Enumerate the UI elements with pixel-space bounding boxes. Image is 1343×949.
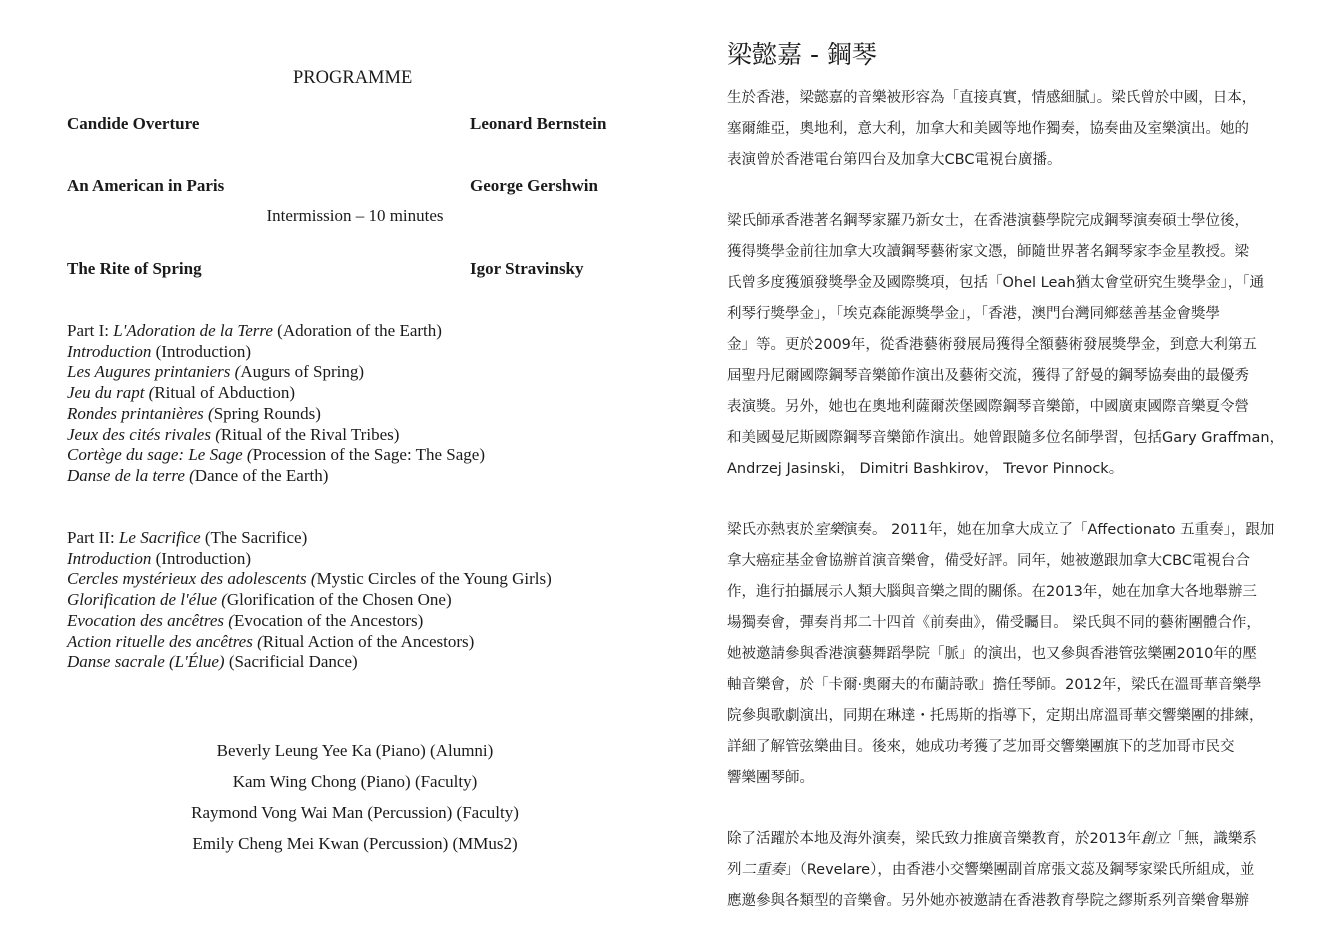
part2-movement-list: [67, 528, 552, 673]
work-composer: Leonard Bernstein: [470, 114, 607, 133]
part1-movement-list: [67, 321, 485, 487]
bio-line: 詳細了解管弦樂曲目。後來，她成功考獲了芝加哥交響樂團旗下的芝加哥市民交: [727, 739, 1235, 755]
movement-item: Action rituelle des ancêtres (Ritual Action of the Ancestors): [67, 631, 475, 651]
bio-line: 金」等。更於2009年，從香港藝術發展局獲得全額藝術發展獎學金，到意大利第五: [727, 337, 1257, 353]
performer-line: Beverly Leung Yee Ka (Piano) (Alumni): [216, 741, 494, 760]
bio-line: 梁氏師承香港著名鋼琴家羅乃新女士，在香港演藝學院完成鋼琴演奏碩士學位後，: [727, 213, 1249, 229]
part2-heading: Part II: Le Sacrifice (The Sacrifice): [67, 528, 308, 547]
bio-line: 生於香港，梁懿嘉的音樂被形容為「直接真實，情感細膩」。梁氏曾於中國，日本，: [727, 90, 1257, 106]
work-title: The Rite of Spring: [67, 259, 202, 278]
bio-line: 梁氏亦熱衷於室樂演奏。 2011年，她在加拿大成立了「Affectionato 五重奏」，跟加: [727, 522, 1275, 538]
bio-line: 應邀參與各類型的音樂會。另外她亦被邀請在香港教育學院之繆斯系列音樂會舉辦: [727, 893, 1249, 909]
movement-item: Glorification de l'élue (Glorification of the Chosen One): [67, 590, 452, 610]
biography-page: [690, 0, 1343, 949]
bio-line: 屆聖丹尼爾國際鋼琴音樂節作演出及藝術交流，獲得了舒曼的鋼琴協奏曲的最優秀: [727, 368, 1249, 384]
biography-heading: 梁懿嘉 - 鋼琴: [727, 40, 877, 69]
programme-title: PROGRAMME: [293, 68, 413, 88]
performer-line: Emily Cheng Mei Kwan (Percussion) (MMus2): [192, 834, 518, 853]
bio-paragraph-1: [727, 83, 1305, 176]
part1-heading: Part I: L'Adoration de la Terre (Adoration of the Earth): [67, 321, 442, 340]
movement-item: Evocation des ancêtres (Evocation of the Ancestors): [67, 610, 424, 630]
bio-line: 氏曾多度獲頒發獎學金及國際獎項，包括「Ohel Leah猶太會堂研究生獎學金」，「通: [727, 275, 1264, 291]
performer-line: Raymond Vong Wai Man (Percussion) (Faculty): [191, 803, 519, 822]
work-title: Candide Overture: [67, 114, 200, 133]
movement-item: Cortège du sage: Le Sage (Procession of the Sage: The Sage): [67, 445, 486, 465]
bio-paragraph-4: [727, 824, 1305, 917]
bio-line: 院參與歌劇演出，同期在琳達・托馬斯的指導下，定期出席溫哥華交響樂團的排練，: [727, 708, 1264, 724]
movement-item: Danse de la terre (Dance of the Earth): [67, 465, 329, 485]
bio-line: 拿大癌症基金會協辦首演音樂會，備受好評。同年，她被邀跟加拿大CBC電視台合: [727, 553, 1250, 569]
bio-line: 列二重奏」（Revelare），由香港小交響樂團副首席張文蕊及鋼琴家梁氏所組成，並: [727, 862, 1255, 878]
bio-line: Andrzej Jasinski， Dimitri Bashkirov， Trevor Pinnock。: [727, 461, 1124, 477]
movement-item: Jeux des cités rivales (Ritual of the Rival Tribes): [67, 424, 400, 444]
bio-line: 獲得獎學金前往加拿大攻讀鋼琴藝術家文憑，師隨世界著名鋼琴家李金星教授。梁: [727, 244, 1249, 260]
movement-item: Danse sacrale (L'Élue) (Sacrificial Dance): [67, 652, 358, 672]
bio-paragraph-2: [727, 206, 1305, 485]
bio-line: 塞爾維亞，奧地利，意大利，加拿大和美國等地作獨奏，協奏曲及室樂演出。她的: [727, 121, 1249, 137]
bio-line: 作，進行拍攝展示人類大腦與音樂之間的關係。在2013年，她在加拿大各地舉辦三: [727, 584, 1257, 600]
work-composer: Igor Stravinsky: [470, 259, 584, 278]
work-title: An American in Paris: [67, 176, 225, 195]
bio-line: 響樂團琴師。: [727, 770, 814, 786]
work-composer: George Gershwin: [470, 176, 598, 195]
performer-list: [90, 735, 620, 859]
movement-item: Jeu du rapt (Ritual of Abduction): [67, 383, 296, 403]
intermission-note: Intermission – 10 minutes: [266, 206, 444, 225]
bio-line: 軸音樂會，於「卡爾·奧爾夫的布蘭詩歌」擔任琴師。2012年，梁氏在溫哥華音樂學: [727, 677, 1262, 693]
performer-line: Kam Wing Chong (Piano) (Faculty): [232, 772, 478, 791]
movement-item: Rondes printanières (Spring Rounds): [67, 403, 321, 423]
movement-item: Cercles mystérieux des adolescents (Mystic Circles of the Young Girls): [67, 569, 552, 589]
bio-line: 利琴行獎學金」，「埃克森能源獎學金」，「香港，澳門台灣同鄉慈善基金會獎學: [727, 306, 1220, 322]
movement-item: Les Augures printaniers (Augurs of Spring): [67, 362, 365, 382]
movement-item: Introduction (Introduction): [67, 548, 251, 568]
bio-line: 表演獎。另外，她也在奧地利薩爾茨堡國際鋼琴音樂節，中國廣東國際音樂夏令營: [727, 399, 1249, 415]
bio-line: 除了活躍於本地及海外演奏，梁氏致力推廣音樂教育，於2013年創立「無，識樂系: [727, 831, 1257, 847]
movement-item: Introduction (Introduction): [67, 341, 251, 361]
bio-line: 她被邀請參與香港演藝舞蹈學院「脈」的演出，也又參與香港管弦樂團2010年的壓: [727, 646, 1257, 662]
bio-line: 場獨奏會，彈奏肖邦二十四首《前奏曲》，備受矚目。 梁氏與不同的藝術團體合作，: [727, 615, 1261, 631]
bio-paragraph-3: [727, 515, 1305, 794]
bio-line: 表演曾於香港電台第四台及加拿大CBC電視台廣播。: [727, 152, 1062, 168]
bio-line: 和美國曼尼斯國際鋼琴音樂節作演出。她曾跟隨多位名師學習，包括Gary Graffman，: [727, 430, 1285, 446]
